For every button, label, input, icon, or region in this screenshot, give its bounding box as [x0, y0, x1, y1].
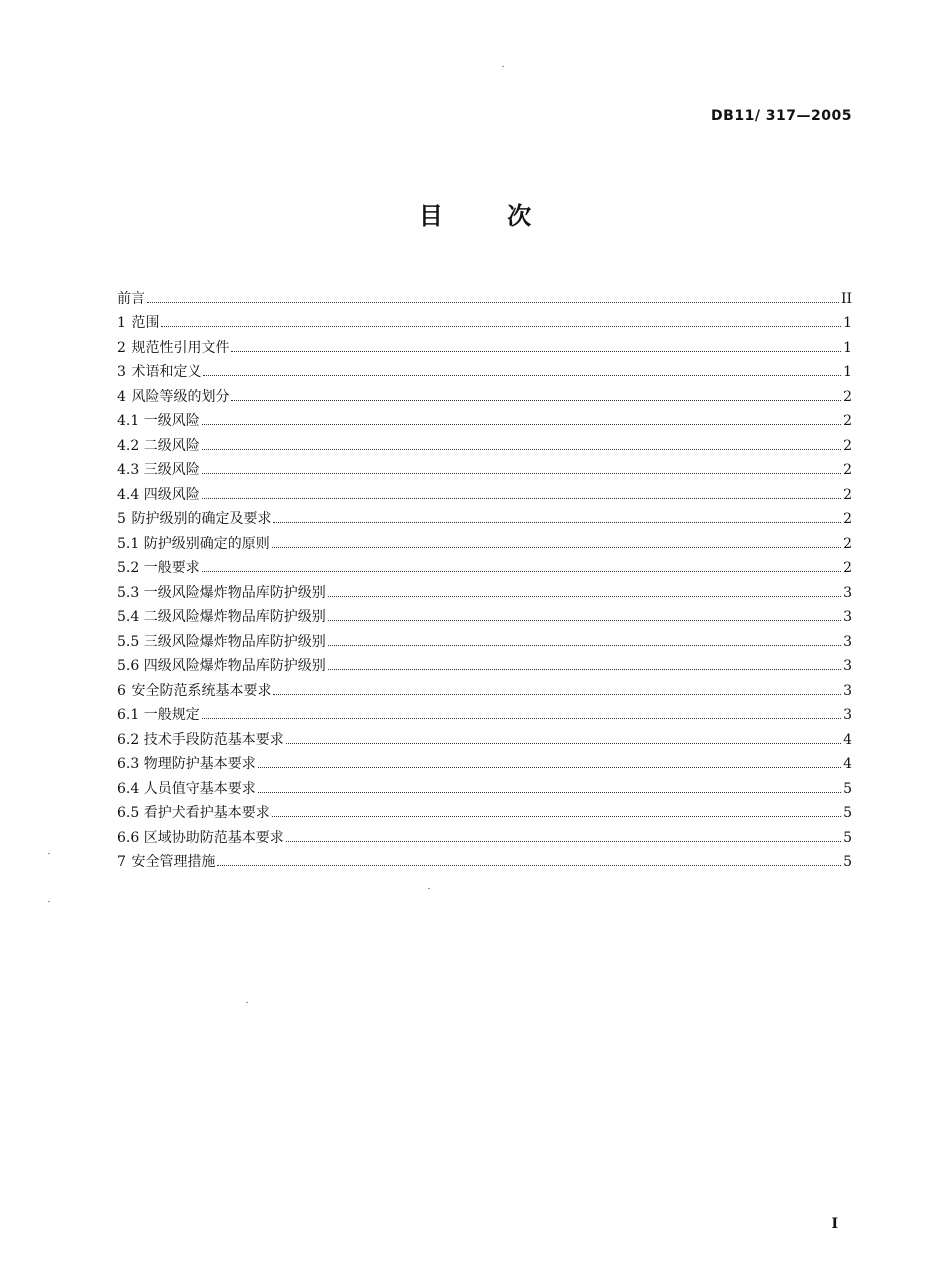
toc-entry-title: 范围 — [131, 315, 160, 331]
toc-entry-label — [117, 657, 326, 675]
toc-leader-dots — [202, 449, 841, 450]
toc-entry[interactable] — [117, 798, 852, 823]
toc-entry-title: 安全防范系统基本要求 — [131, 682, 272, 699]
toc-entry[interactable] — [117, 528, 852, 553]
toc-entry-title: 二级风险 — [143, 437, 200, 454]
toc-entry-page: 3 — [843, 682, 852, 699]
toc-entry-number: 5.1 — [117, 535, 140, 552]
toc-entry-label — [117, 437, 200, 455]
toc-entry[interactable] — [117, 700, 852, 725]
toc-entry[interactable] — [117, 430, 852, 455]
toc-leader-dots — [286, 841, 841, 842]
table-of-contents — [117, 283, 852, 871]
toc-entry-label — [117, 461, 200, 479]
toc-entry[interactable] — [117, 651, 852, 676]
toc-entry-label — [117, 804, 270, 822]
toc-entry-number: 2 — [117, 339, 126, 356]
toc-entry-number: 6.3 — [117, 756, 140, 772]
toc-entry-page: 1 — [843, 315, 852, 331]
toc-entry-number: 5.5 — [117, 633, 140, 650]
toc-entry-title: 防护级别的确定及要求 — [131, 511, 272, 527]
toc-entry-page: 5 — [843, 805, 852, 821]
toc-entry-page: 1 — [843, 339, 852, 356]
toc-leader-dots — [328, 645, 841, 646]
toc-entry-number: 6.4 — [117, 780, 140, 797]
toc-entry-title: 防护级别确定的原则 — [143, 535, 270, 552]
toc-leader-dots — [328, 596, 841, 597]
toc-entry-label — [117, 510, 271, 528]
toc-entry-page: 2 — [843, 462, 852, 478]
toc-entry-title: 一级风险 — [143, 413, 200, 429]
toc-title: 目 次 — [418, 202, 560, 230]
toc-entry-label — [117, 608, 326, 626]
toc-entry[interactable] — [117, 283, 852, 308]
toc-entry-title: 区域协助防范基本要求 — [143, 829, 284, 846]
toc-entry[interactable] — [117, 308, 852, 333]
toc-entry-title: 物理防护基本要求 — [143, 756, 256, 772]
toc-entry-number: 4.4 — [117, 486, 140, 503]
toc-entry-number: 4 — [117, 388, 126, 405]
toc-entry-page: 4 — [843, 756, 852, 772]
toc-entry-label — [117, 682, 271, 700]
toc-entry-page: 3 — [843, 633, 852, 650]
toc-entry-title: 安全管理措施 — [131, 854, 216, 870]
toc-entry-page: 3 — [843, 609, 852, 625]
toc-entry-label — [117, 412, 200, 430]
toc-entry[interactable] — [117, 822, 852, 847]
toc-entry-number: 5.3 — [117, 584, 140, 601]
toc-entry-number: 4.1 — [117, 413, 140, 429]
toc-entry-label — [117, 731, 284, 749]
toc-entry[interactable] — [117, 357, 852, 382]
document-code: DB11/ 317—2005 — [711, 108, 852, 124]
toc-entry-number: 5.6 — [117, 658, 140, 674]
toc-entry-number: 6 — [117, 682, 126, 699]
toc-entry-label — [117, 559, 200, 577]
toc-entry-page: 2 — [843, 388, 852, 405]
toc-entry-page: II — [840, 290, 852, 307]
toc-entry[interactable] — [117, 406, 852, 431]
toc-entry-label — [117, 829, 284, 847]
toc-entry-label — [117, 853, 215, 871]
toc-entry-page: 5 — [843, 780, 852, 797]
toc-entry[interactable] — [117, 332, 852, 357]
toc-entry-title: 一般要求 — [143, 560, 200, 576]
toc-leader-dots — [202, 718, 841, 719]
toc-entry-page: 5 — [843, 854, 852, 870]
toc-entry-label — [117, 290, 145, 308]
toc-leader-dots — [147, 302, 839, 303]
toc-entry[interactable] — [117, 602, 852, 627]
toc-entry-page: 3 — [843, 658, 852, 674]
toc-entry-title: 术语和定义 — [131, 364, 202, 380]
toc-entry-label — [117, 535, 270, 553]
scan-speck — [428, 888, 430, 889]
toc-entry-label — [117, 706, 200, 724]
toc-entry-label — [117, 388, 229, 406]
toc-entry[interactable] — [117, 773, 852, 798]
toc-entry[interactable] — [117, 675, 852, 700]
toc-leader-dots — [328, 669, 841, 670]
toc-leader-dots — [258, 792, 841, 793]
toc-entry-page: 1 — [843, 364, 852, 380]
toc-entry-title: 二级风险爆炸物品库防护级别 — [143, 609, 326, 625]
toc-entry-title: 看护犬看护基本要求 — [143, 805, 270, 821]
toc-leader-dots — [202, 424, 841, 425]
toc-leader-dots — [273, 694, 841, 695]
toc-entry-title: 前言 — [117, 290, 145, 307]
toc-entry[interactable] — [117, 847, 852, 872]
toc-leader-dots — [272, 547, 841, 548]
toc-entry-label — [117, 314, 159, 332]
toc-entry[interactable] — [117, 749, 852, 774]
toc-leader-dots — [328, 620, 841, 621]
toc-entry-title: 三级风险爆炸物品库防护级别 — [143, 633, 326, 650]
toc-entry-page: 2 — [843, 437, 852, 454]
toc-leader-dots — [231, 351, 841, 352]
toc-entry-page: 2 — [843, 413, 852, 429]
scan-speck — [48, 853, 50, 854]
toc-entry-title: 风险等级的划分 — [131, 388, 230, 405]
toc-entry[interactable] — [117, 504, 852, 529]
toc-entry-title: 一级风险爆炸物品库防护级别 — [143, 584, 326, 601]
toc-entry-label — [117, 584, 326, 602]
toc-entry[interactable] — [117, 381, 852, 406]
toc-entry-number: 1 — [117, 315, 126, 331]
toc-entry-number: 5.2 — [117, 560, 140, 576]
toc-entry-number: 6.5 — [117, 805, 140, 821]
toc-entry-number: 6.1 — [117, 707, 140, 723]
toc-leader-dots — [202, 473, 841, 474]
toc-entry-number: 5 — [117, 511, 126, 527]
toc-leader-dots — [217, 865, 841, 866]
toc-leader-dots — [231, 400, 841, 401]
toc-entry-number: 6.2 — [117, 731, 140, 748]
toc-entry-number: 7 — [117, 854, 126, 870]
toc-entry-title: 技术手段防范基本要求 — [143, 731, 284, 748]
toc-entry-label — [117, 339, 229, 357]
toc-entry[interactable] — [117, 553, 852, 578]
toc-entry-page: 2 — [843, 535, 852, 552]
toc-entry-title: 四级风险 — [143, 486, 200, 503]
toc-entry-title: 规范性引用文件 — [131, 339, 230, 356]
toc-entry-number: 6.6 — [117, 829, 140, 846]
toc-leader-dots — [258, 767, 841, 768]
toc-entry[interactable] — [117, 577, 852, 602]
toc-entry[interactable] — [117, 455, 852, 480]
toc-entry-label — [117, 633, 326, 651]
toc-entry-number: 4.2 — [117, 437, 140, 454]
toc-entry-page: 2 — [843, 486, 852, 503]
toc-entry-page: 4 — [843, 731, 852, 748]
toc-entry-number: 3 — [117, 364, 126, 380]
toc-entry-page: 2 — [843, 511, 852, 527]
toc-entry-title: 三级风险 — [143, 462, 200, 478]
toc-leader-dots — [161, 326, 841, 327]
scan-speck — [502, 66, 504, 67]
toc-leader-dots — [272, 816, 841, 817]
toc-entry-label — [117, 755, 256, 773]
toc-leader-dots — [202, 498, 841, 499]
toc-entry-title: 一般规定 — [143, 707, 200, 723]
toc-entry-title: 人员值守基本要求 — [143, 780, 256, 797]
toc-entry-label — [117, 780, 256, 798]
scan-speck — [48, 901, 50, 902]
toc-entry-label — [117, 486, 200, 504]
toc-entry-page: 2 — [843, 560, 852, 576]
toc-leader-dots — [202, 571, 841, 572]
toc-entry[interactable] — [117, 724, 852, 749]
toc-leader-dots — [203, 375, 841, 376]
page-number: I — [831, 1216, 838, 1232]
toc-entry-title: 四级风险爆炸物品库防护级别 — [143, 658, 326, 674]
toc-leader-dots — [273, 522, 841, 523]
scan-speck — [246, 1002, 248, 1003]
toc-entry-number: 4.3 — [117, 462, 140, 478]
toc-entry[interactable] — [117, 479, 852, 504]
toc-entry-page: 3 — [843, 707, 852, 723]
toc-entry-label — [117, 363, 201, 381]
toc-entry[interactable] — [117, 626, 852, 651]
toc-leader-dots — [286, 743, 841, 744]
toc-entry-page: 3 — [843, 584, 852, 601]
toc-entry-number: 5.4 — [117, 609, 140, 625]
toc-entry-page: 5 — [843, 829, 852, 846]
